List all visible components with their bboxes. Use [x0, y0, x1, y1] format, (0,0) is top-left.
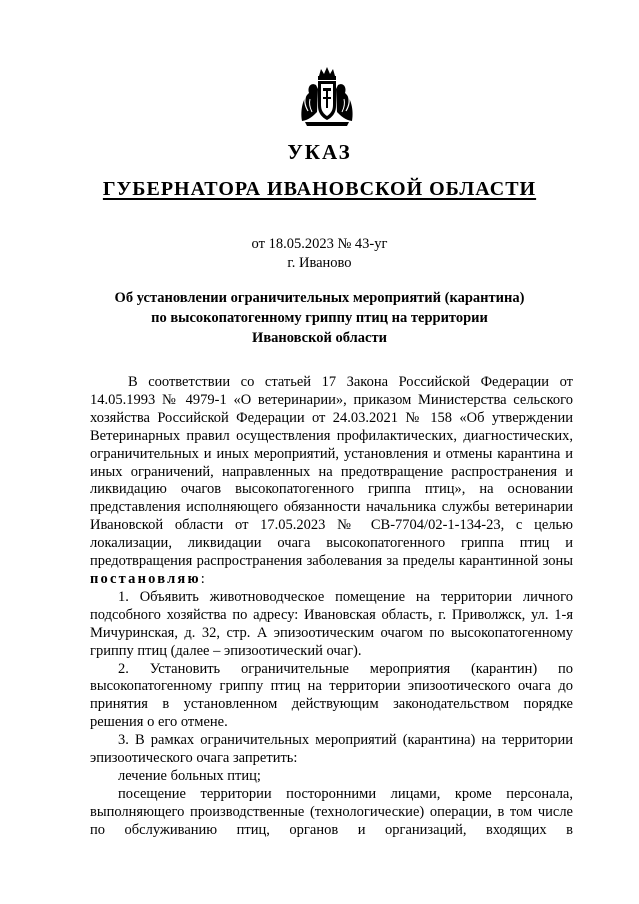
sub-item-paragraph: посещение территории посторонними лицами, кроме персонала, выполняющего производственные (технологические) операции, в том числе по обслуживанию птиц, органов и организаций, входящих в — [90, 785, 573, 838]
decree-colon: : — [200, 570, 205, 587]
issuing-authority-text: ГУБЕРНАТОРА ИВАНОВСКОЙ ОБЛАСТИ — [102, 178, 537, 200]
document-type-heading: УКАЗ — [287, 140, 352, 164]
decree-word-line — [90, 571, 573, 589]
date-number: от 18.05.2023 № 43-уг — [251, 236, 388, 252]
subject-line: Об установлении ограничительных мероприятий (карантина) — [114, 290, 525, 306]
decree-body — [90, 374, 573, 840]
preamble-paragraph: В соответствии со статьей 17 Закона Российской Федерации от 14.05.1993 № 4979-1 «О ветеринарии», приказом Министерства сельского хозяйства Российской Федерации от 24.03.2021 № 158 «Об утверждении Ветеринарных правил осуществления профилактических, диагностических, ограничительных и иных мероприятий, установления и отмены карантина и иных ограничений, направленных на предотвращение распространения и ликвидацию очагов высокопатогенного гриппа птиц», на основании представления исполняющего обязанности начальника службы ветеринарии Ивановской области от 17.05.2023 № СВ-7704/02-1-134-23, с целью локализации, ликвидации очага высокопатогенного гриппа птиц и предотвращения распространения заболевания за пределы карантинной зоны — [90, 374, 573, 570]
item-paragraph: 3. В рамках ограничительных мероприятий (карантина) на территории эпизоотического очага запретить: — [90, 732, 573, 767]
item-paragraph: 1. Объявить животноводческое помещение на территории личного подсобного хозяйства по адресу: Ивановская область, г. Приволжск, ул. 1-я Мичуринская, д. 32, стр. А эпизоотическим очагом по высокопатогенному гриппу птиц (далее – эпизоотический очаг). — [90, 588, 573, 659]
sub-item-paragraph: лечение больных птиц; — [118, 767, 261, 784]
decree-word: постановляю — [90, 570, 201, 587]
issuing-authority-heading — [0, 178, 639, 201]
subject-line: по высокопатогенному гриппу птиц на территории — [151, 310, 488, 326]
item-paragraph: 2. Установить ограничительные мероприятия (карантин) по высокопатогенному гриппу птиц на территории эпизоотического очага до принятия в установленном действующим законодательством порядке решения о его отмене. — [90, 660, 573, 731]
coat-of-arms-icon — [299, 66, 355, 128]
subject-line: Ивановской области — [252, 330, 387, 346]
city: г. Иваново — [287, 255, 352, 271]
decree-subject — [0, 288, 639, 348]
